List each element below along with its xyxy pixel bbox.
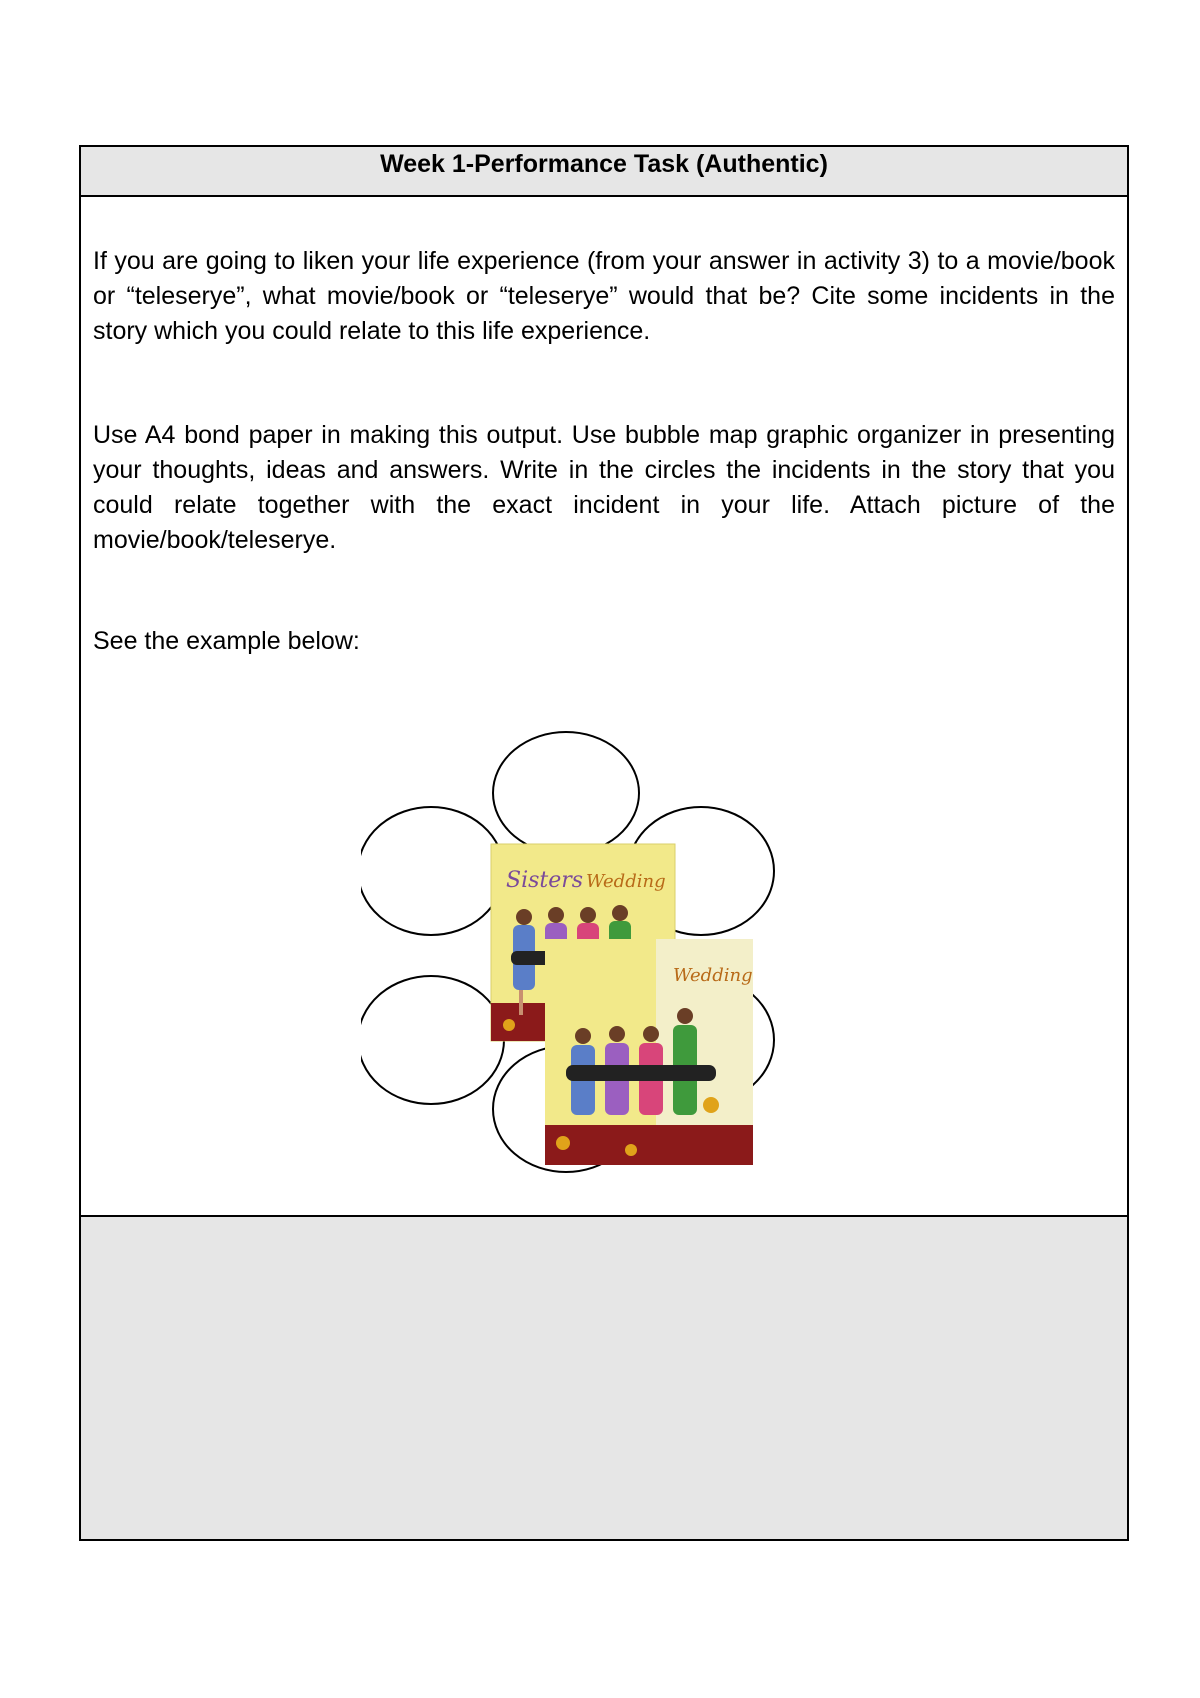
- svg-text:Sisters: Sisters: [506, 868, 584, 893]
- svg-text:Wedding: Wedding: [673, 965, 753, 986]
- bubble-lower-left: [361, 976, 504, 1104]
- bubble-top: [493, 732, 639, 854]
- instruction-paragraph-1: If you are going to liken your life experience (from your answer in activity 3) to a movie/book or “teleserye”, what movie/book or “teleserye” would that be? Cite some incidents in the story which you could relate to this life experience.: [93, 247, 1115, 345]
- bubble-upper-left: [361, 807, 504, 935]
- movie-poster-back: [545, 939, 753, 1165]
- task-title: Week 1-Performance Task (Authentic): [81, 147, 1127, 197]
- task-instructions-cell: [81, 197, 1127, 1217]
- svg-text:Wedding: Wedding: [586, 871, 666, 892]
- instruction-paragraph-2: Use A4 bond paper in making this output. Use bubble map graphic organizer in presenting your thoughts, ideas and answers. Write in the circles the incidents in the story that you could relate together with the exact incident in your life. Attach picture of the movie/book/teleserye.: [93, 421, 1115, 554]
- instruction-paragraph-3: See the example below:: [93, 627, 360, 655]
- bubble-map-example: [361, 725, 861, 1195]
- answer-area[interactable]: [81, 1217, 1127, 1539]
- performance-task-table: [79, 145, 1129, 1541]
